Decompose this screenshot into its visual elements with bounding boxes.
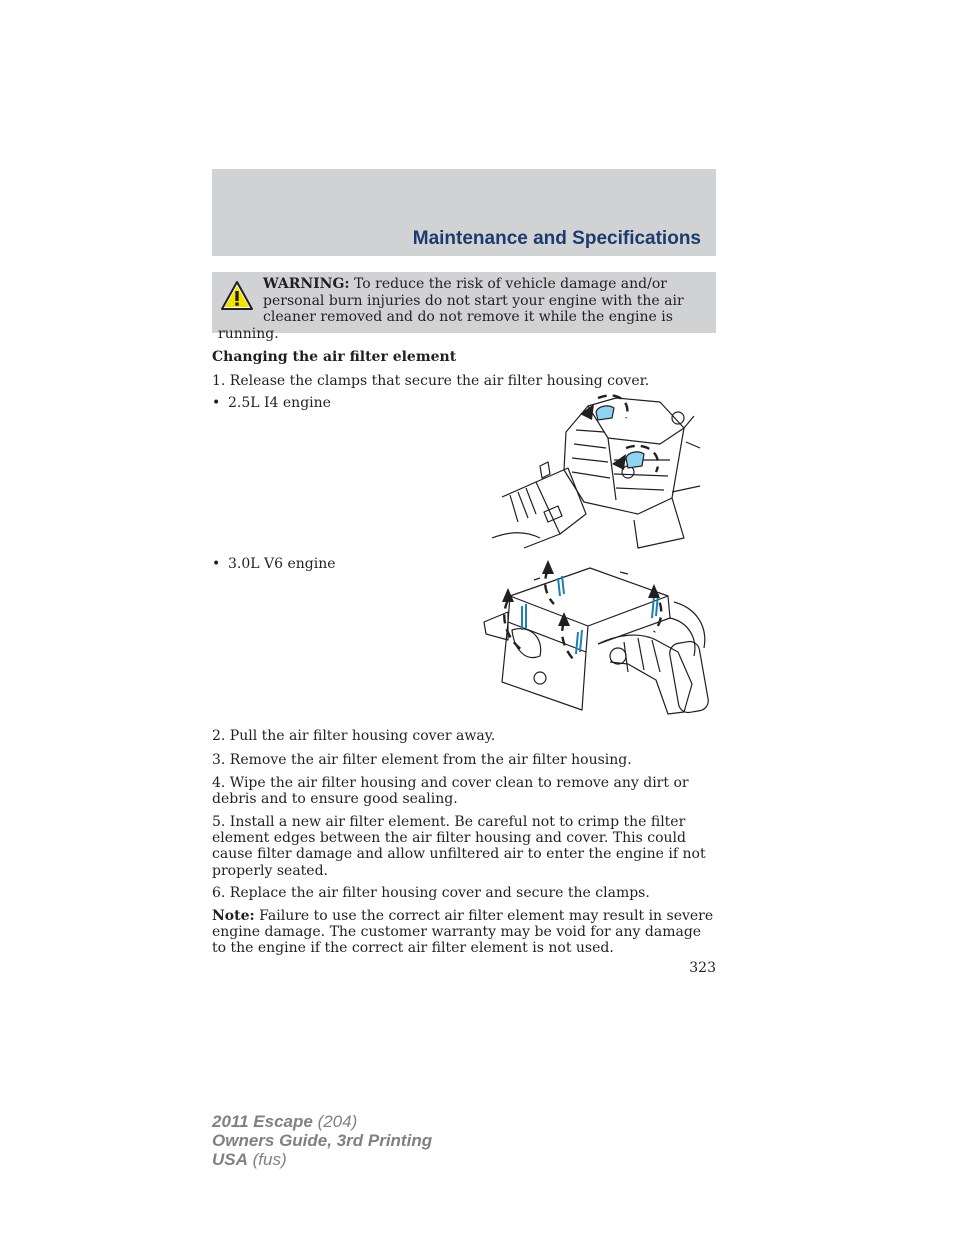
footer-line-1 [212, 1112, 432, 1131]
bullet-dot: • [212, 556, 221, 572]
footer-model-code: (204) [317, 1112, 358, 1131]
footer-market-code: (fus) [252, 1150, 287, 1169]
bullet-i4-label: 2.5L I4 engine [228, 395, 331, 411]
i4-airbox-illustration [488, 392, 704, 550]
footer-market: USA [212, 1150, 248, 1169]
note-text: Failure to use the correct air filter element may result in severe engine damage. The customer warranty may be void for any damage to the engine if the correct air filter element is not used. [212, 908, 714, 957]
section-header-band [212, 169, 716, 256]
note-label: Note: [212, 908, 255, 924]
section-title: Maintenance and Specifications [412, 228, 701, 249]
step-4: 4. Wipe the air filter housing and cover clean to remove any dirt or debris and to ensure good sealing. [212, 775, 689, 808]
step-1: 1. Release the clamps that secure the air filter housing cover. [212, 373, 650, 389]
step-6: 6. Replace the air filter housing cover and secure the clamps. [212, 885, 650, 901]
subheading: Changing the air filter element [212, 349, 457, 365]
v6-airbox-illustration [478, 560, 714, 716]
step-2: 2. Pull the air filter housing cover away. [212, 728, 496, 744]
warning-label: WARNING: [263, 276, 350, 292]
page-number: 323 [689, 960, 716, 976]
footer-model: 2011 Escape [212, 1112, 313, 1131]
footer-line-3 [212, 1150, 432, 1169]
document-footer [212, 1112, 432, 1169]
warning-text: To reduce the risk of vehicle damage and/or personal burn injuries do not start your engine with the air cleaner removed and do not remove it while the engine is running. [218, 276, 684, 342]
warning-triangle-icon [220, 280, 254, 312]
bullet-i4 [212, 395, 331, 411]
bullet-v6 [212, 556, 336, 572]
warning-box [212, 272, 716, 342]
bullet-v6-label: 3.0L V6 engine [228, 556, 336, 572]
footer-guide: Owners Guide, 3rd Printing [212, 1131, 433, 1150]
step-5: 5. Install a new air filter element. Be careful not to crimp the filter element edges between the air filter housing and cover. This could cause filter damage and allow unfiltered air to enter the engine if not properly seated. [212, 814, 706, 879]
step-3: 3. Remove the air filter element from the air filter housing. [212, 752, 632, 768]
bullet-dot: • [212, 395, 221, 411]
note [212, 908, 716, 957]
